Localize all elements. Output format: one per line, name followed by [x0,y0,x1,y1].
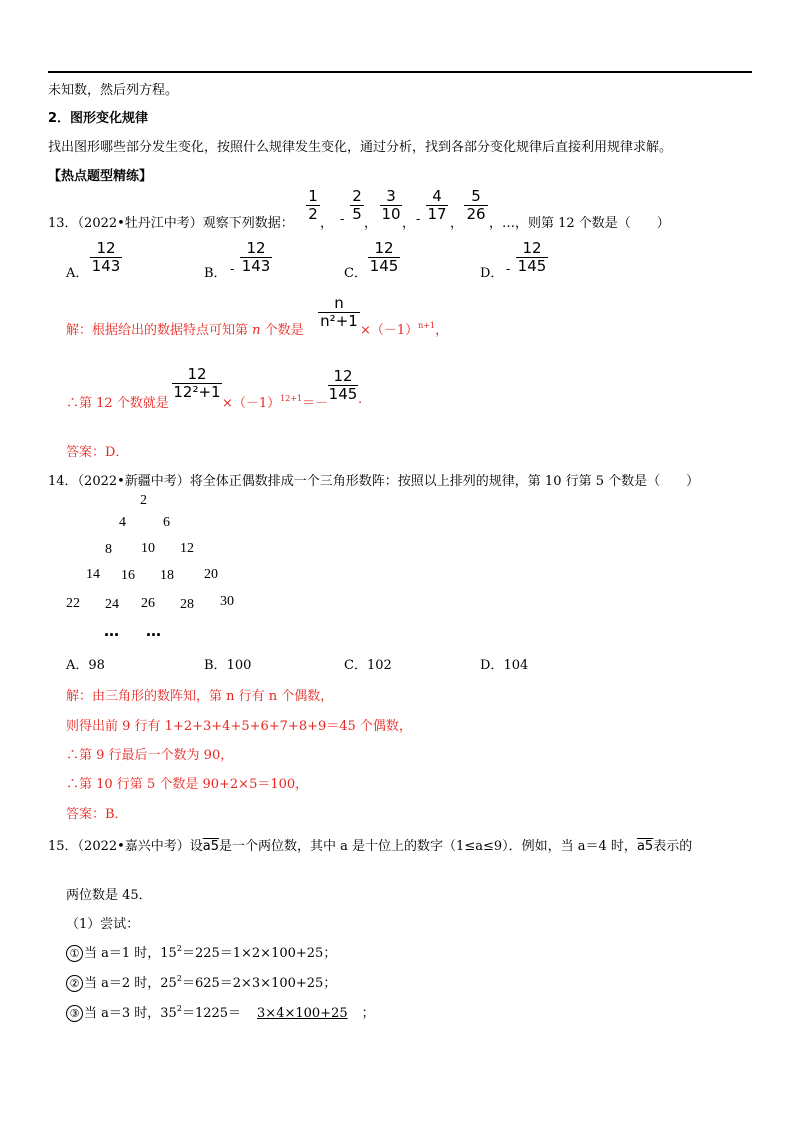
overline-number: a5 [202,839,220,854]
answer-blank[interactable]: 3×4×100+25 [257,1006,348,1021]
seq-frac-4: 4 17 [427,187,447,223]
array-cell: 30 [220,594,234,609]
q14-solution-line: ∴第 10 行第 5 个数是 90+2×5＝100， [66,777,309,792]
q13-answer: 答案：D． [66,445,129,460]
array-cell: 12 [180,541,194,556]
array-cell: 16 [121,568,135,583]
q14-answer: 答案：B． [66,807,128,822]
array-cell: 26 [141,596,155,611]
array-cell: 2 [140,493,147,508]
option-label[interactable]: B． [204,266,227,281]
q13-solution-line1-tail: $\times(-1)^{n+1}$， [360,321,449,338]
q13-solution-end: . [358,392,363,407]
q15-item-2: ② 当 a＝2 时，$25^2=625=2\times 3\times 100+25$； [66,972,336,992]
section-heading: 2．图形变化规律 [48,111,149,126]
circled-number: ① [66,945,83,962]
circled-number: ② [66,975,83,992]
q15-stem: 15．（2022•嘉兴中考）设a5是一个两位数，其中 a 是十位上的数字（1≤a≤9）．例如，当 a＝4 时，a5表示的 [48,839,693,854]
q13-sol2-frac: 12 12²+1 [173,365,221,401]
array-ellipsis: … [146,622,161,640]
option-label[interactable]: C． [344,266,367,281]
q13-sol1-frac: n n²+1 [318,295,360,330]
practice-heading: 【热点题型精练】 [48,169,153,184]
array-cell: 28 [180,597,194,612]
seq-sep: ， [320,216,334,231]
option-c[interactable]: C．102 [344,658,392,673]
option-a[interactable]: A．98 [66,658,105,673]
top-rule [48,71,752,73]
q13-stem-suffix: ，…，则第 12 个数是（ ） [489,216,670,231]
q14-solution-line: 解：由三角形的数阵知，第 n 行有 n 个偶数， [66,689,334,704]
circled-number: ③ [66,1005,83,1022]
option-b-frac[interactable]: 12 143 [241,239,271,275]
q15-item-1: ① 当 a＝1 时，$15^2=225=1\times 2\times 100+25$； [66,942,336,962]
q13-solution-line2-mid: $\times(-1)^{12+1}=-$ [222,394,329,411]
continued-text: 未知数，然后列方程。 [48,83,179,98]
q15-item-3: ③ 当 a＝3 时，$35^2=1225= 3\times 4\times 100+25$ ； [66,1002,375,1022]
option-label[interactable]: A． [66,266,89,281]
array-cell: 24 [105,597,119,612]
seq-frac-5: 5 26 [464,188,488,223]
q14-solution-line: ∴第 9 行最后一个数为 90， [66,748,234,763]
option-c-frac[interactable]: 12 145 [369,239,399,275]
array-cell: 22 [66,596,80,611]
seq-sep: ， [450,216,464,231]
q15-stem-line2: 两位数是 45． [66,888,152,903]
q13-solution-line1: 解：根据给出的数据特点可知第 n 个数是 [66,323,304,338]
q13-stem-prefix: 13．（2022•牡丹江中考）观察下列数据： [48,216,294,231]
option-sign: - [230,262,235,277]
array-cell: 10 [141,541,155,556]
array-cell: 18 [160,568,174,583]
section-desc: 找出图形哪些部分发生变化，按照什么规律发生变化，通过分析，找到各部分变化规律后直接利用规律求解。 [48,140,673,155]
seq-sign: - [416,212,421,227]
seq-frac-3: 3 10 [381,187,401,223]
option-sign: - [506,262,511,277]
array-ellipsis: … [104,622,119,640]
q15-part1: （1）尝试： [66,917,140,932]
array-cell: 4 [119,515,126,530]
option-d[interactable]: D．104 [480,658,529,673]
q14-stem: 14．（2022•新疆中考）将全体正偶数排成一个三角形数阵：按照以上排列的规律，第 10 行第 5 个数是（ ） [48,474,700,489]
option-b[interactable]: B．100 [204,658,252,673]
array-cell: 14 [86,567,100,582]
option-a-frac[interactable]: 12 143 [91,239,121,275]
q13-sol2-result-frac: 12 145 [328,367,358,403]
seq-frac-2: 2 5 [350,188,364,223]
seq-sep: ， [402,216,416,231]
seq-sep: ， [364,216,378,231]
seq-sign: - [340,212,345,227]
array-cell: 8 [105,542,112,557]
q14-solution-line: 则得出前 9 行有 1+2+3+4+5+6+7+8+9＝45 个偶数， [66,719,412,734]
option-label[interactable]: D． [480,266,504,281]
overline-number: a5 [636,839,654,854]
array-cell: 20 [204,567,218,582]
option-d-frac[interactable]: 12 145 [517,239,547,275]
array-cell: 6 [163,515,170,530]
seq-frac-1: 1 2 [306,188,320,223]
q13-solution-line2: ∴第 12 个数就是 [66,396,169,411]
